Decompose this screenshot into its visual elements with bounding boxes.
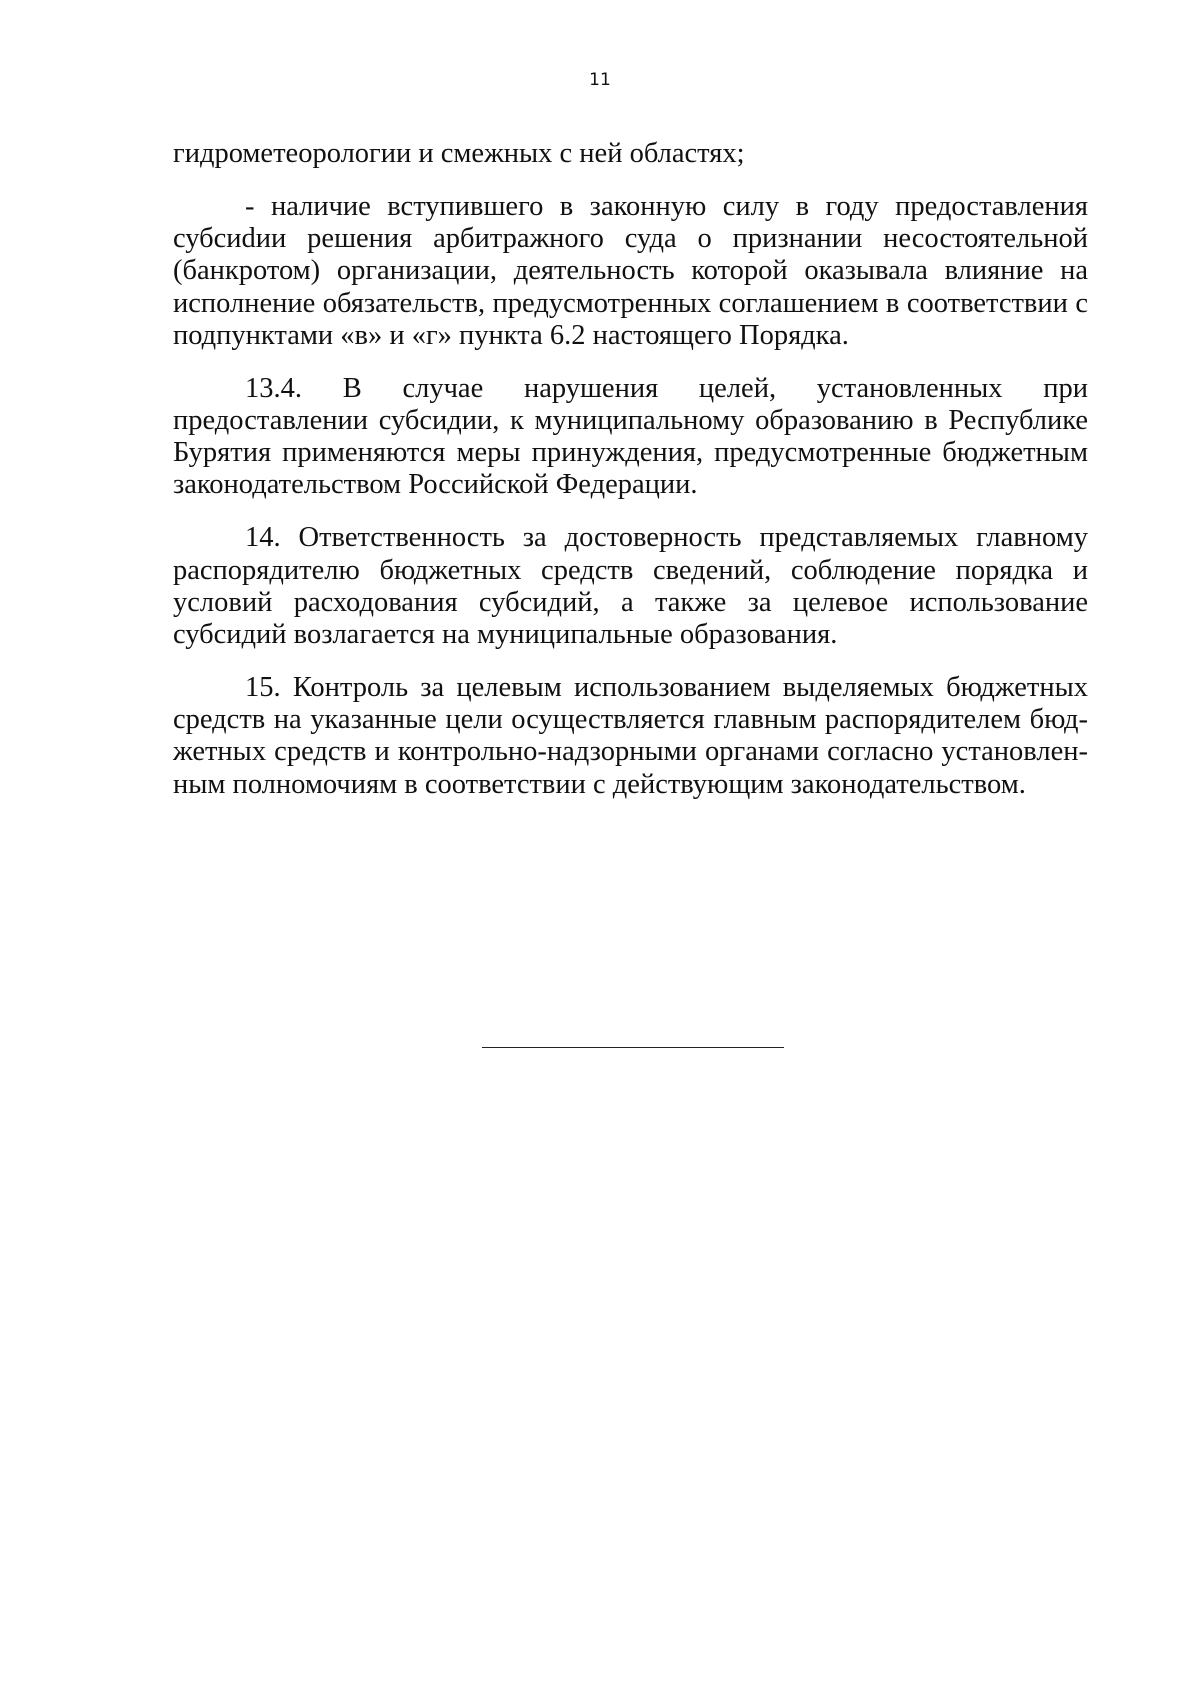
paragraph-bankruptcy-clause: - наличие вступившего в законную силу в году предоставления субсиdии решения арбитражного суда о признании несостоятельной (банкротом) организации, деятельность которой оказывала влияние на исполнение обязательств, предусмотренных соглашением в соответствии с подпунктами «в» и «г» пункта 6.2 настоящего Порядка. [173,191,1088,351]
paragraph-13-4: 13.4. В случае нарушения целей, установленных при предоставлении субсидии, к муниципальному образованию в Республике Бурятия применяются меры принуждения, предусмотренные бюджетным законодательством Российской Федерации. [173,372,1088,501]
paragraph-15: 15. Контроль за целевым использованием выделяемых бюджетных средств на указанные цели осуществляется главным распорядителем бюджетных средств и контрольно-надзорными органами согласно установленным полномочиям в соответствии с действующим законодательством. [173,672,1088,800]
end-divider-line [482,1047,784,1048]
document-body [173,138,1088,822]
page-number: 11 [589,70,611,90]
paragraph-continuation: гидрометеорологии и смежных с ней областях; [173,138,745,169]
paragraph-14: 14. Ответственность за достоверность представляемых главному распорядителю бюджетных средств сведений, соблюдение порядка и условий расходования субсидий, а также за целевое использование субсидий возлагается на муниципальные образования. [173,522,1088,651]
